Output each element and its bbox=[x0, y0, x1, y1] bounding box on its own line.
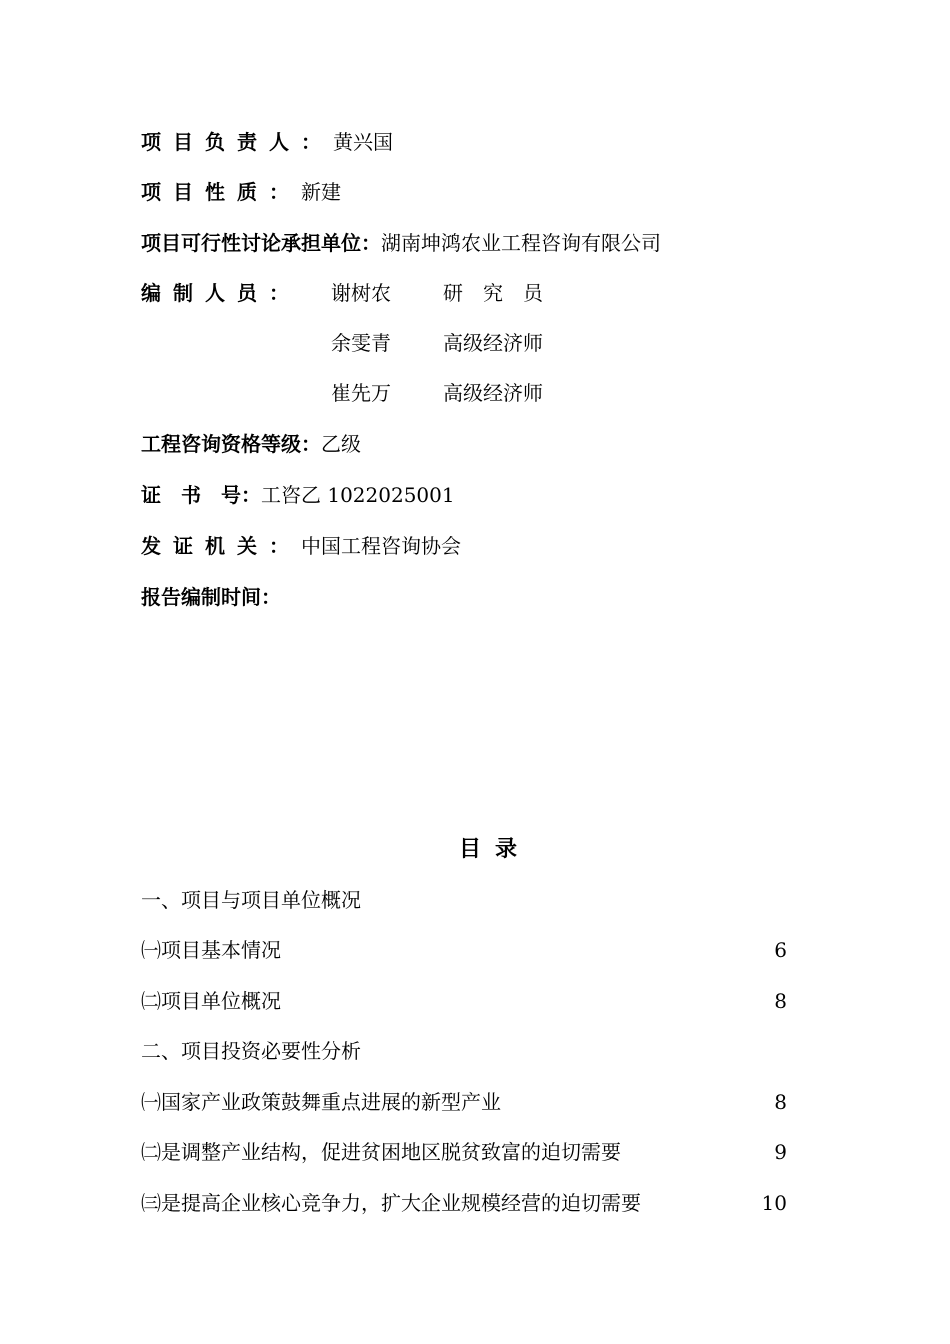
project-leader-value: 黄兴国 bbox=[333, 130, 393, 154]
toc-entry-page: 6 bbox=[774, 938, 787, 962]
toc-entry-text: 二、项目投资必要性分析 bbox=[141, 1039, 361, 1063]
toc-entry-text: ㈡项目单位概况 bbox=[141, 989, 281, 1013]
staff-name: 余雯青 bbox=[331, 331, 391, 355]
report-date-line bbox=[141, 582, 281, 612]
certificate-number-label: 证 书 号： bbox=[141, 483, 261, 507]
toc-entry-page: 9 bbox=[774, 1140, 787, 1164]
staff-title: 高级经济师 bbox=[443, 331, 543, 355]
staff-line bbox=[141, 278, 301, 308]
toc-title: 目录 bbox=[458, 836, 531, 862]
undertaking-unit-line bbox=[141, 228, 661, 258]
toc-entry-text: ㈠项目基本情况 bbox=[141, 938, 281, 962]
toc-entry[interactable] bbox=[141, 1087, 787, 1117]
toc-entry[interactable] bbox=[141, 986, 787, 1016]
report-date-label: 报告编制时间： bbox=[141, 585, 281, 609]
project-nature-label: 项目性质： bbox=[141, 180, 301, 204]
staff-label: 编制人员： bbox=[141, 281, 301, 305]
staff-title: 研 究 员 bbox=[443, 281, 543, 305]
qualification-grade-line bbox=[141, 429, 361, 459]
issuing-authority-line bbox=[141, 531, 461, 561]
project-leader-label: 项目负责人： bbox=[141, 130, 333, 154]
project-nature-value: 新建 bbox=[301, 180, 341, 204]
toc-entry-text: ㈢是提高企业核心竞争力，扩大企业规模经营的迫切需要 bbox=[141, 1191, 641, 1215]
toc-entry[interactable] bbox=[141, 1036, 787, 1066]
toc-entry-text: ㈠国家产业政策鼓舞重点进展的新型产业 bbox=[141, 1090, 501, 1114]
toc-entry[interactable] bbox=[141, 885, 787, 915]
issuing-authority-label: 发证机关： bbox=[141, 534, 301, 558]
toc-entry-page: 10 bbox=[761, 1191, 787, 1215]
staff-name: 谢树农 bbox=[331, 281, 391, 305]
project-nature-line bbox=[141, 177, 341, 207]
toc-entry[interactable] bbox=[141, 1188, 787, 1218]
issuing-authority-value: 中国工程咨询协会 bbox=[301, 534, 461, 558]
toc-entry[interactable] bbox=[141, 935, 787, 965]
certificate-number-line bbox=[141, 480, 455, 510]
staff-title: 高级经济师 bbox=[443, 381, 543, 405]
staff-name: 崔先万 bbox=[331, 381, 391, 405]
project-leader-line bbox=[141, 127, 393, 157]
qualification-grade-value: 乙级 bbox=[321, 432, 361, 456]
undertaking-unit-label: 项目可行性讨论承担单位： bbox=[141, 231, 381, 255]
toc-entry-text: 一、项目与项目单位概况 bbox=[141, 888, 361, 912]
certificate-number-value: 工咨乙 1022025001 bbox=[261, 483, 455, 507]
toc-entry[interactable] bbox=[141, 1137, 787, 1167]
toc-entry-page: 8 bbox=[774, 1090, 787, 1114]
undertaking-unit-value: 湖南坤鸿农业工程咨询有限公司 bbox=[381, 231, 661, 255]
toc-entry-text: ㈡是调整产业结构，促进贫困地区脱贫致富的迫切需要 bbox=[141, 1140, 621, 1164]
qualification-grade-label: 工程咨询资格等级： bbox=[141, 432, 321, 456]
toc-entry-page: 8 bbox=[774, 989, 787, 1013]
